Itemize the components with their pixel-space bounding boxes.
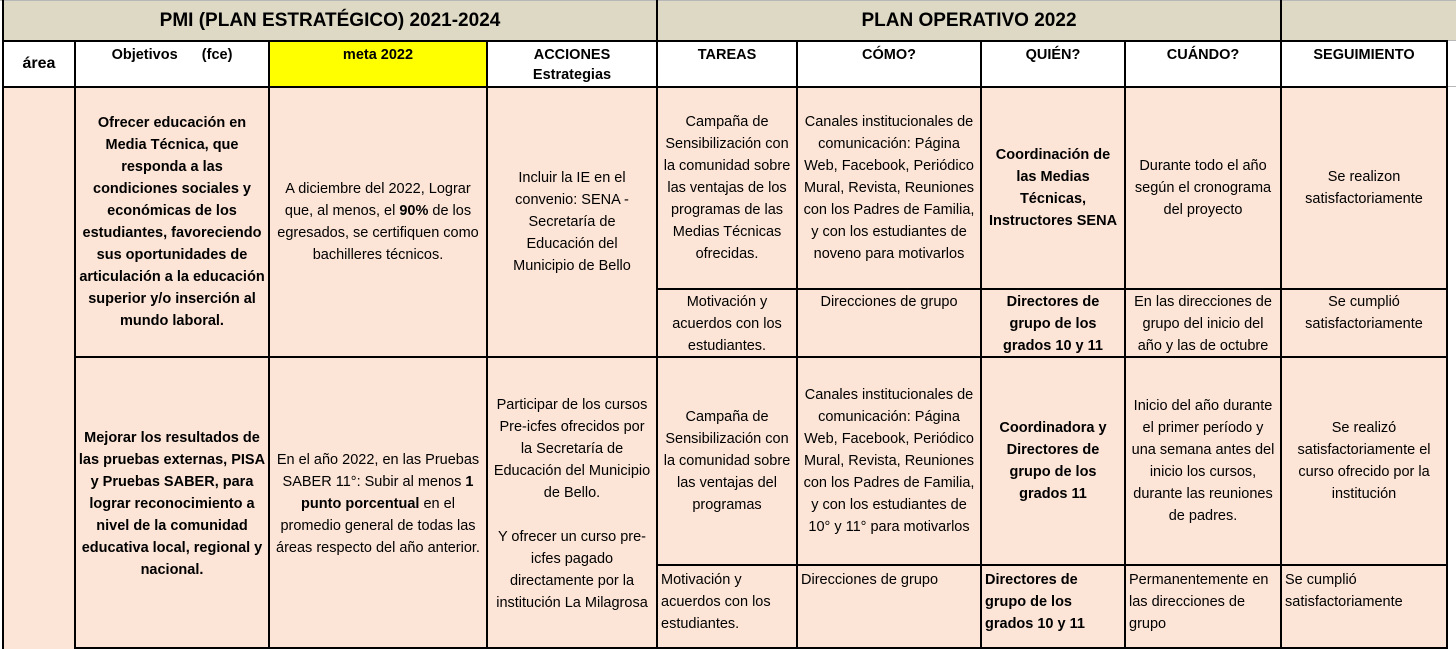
border-v-0 [2, 0, 4, 649]
border-h-row1 [74, 356, 1446, 358]
header-area-text: área [22, 55, 56, 72]
como-cell-1-1[interactable] [798, 88, 980, 288]
cuando-text-1-2: En las direcciones de grupo del inicio del año y las de octubre [1134, 294, 1272, 354]
seguimiento-cell-2-1[interactable] [1282, 358, 1446, 564]
quien-cell-1-2[interactable] [982, 290, 1124, 356]
border-v-2 [268, 40, 270, 649]
pmi-banner[interactable] [4, 1, 656, 40]
objetivo-cell-2[interactable] [76, 358, 268, 649]
area-cell[interactable] [4, 88, 74, 649]
tarea-cell-2-2[interactable] [658, 566, 796, 649]
cuando-cell-1-1[interactable] [1126, 88, 1280, 288]
border-h-row1-task [656, 288, 1446, 290]
grid-line-right [1448, 40, 1456, 41]
quien-text-1-2: Directores de grupo de los grados 10 y 11 [1003, 294, 1103, 354]
como-text-2-1: Canales institucionales de comunicación: Página Web, Facebook, Periódico Mural, Revista, Reuniones con los Padres de Familia, y con los estudiantes de 10° y 11° para motivarlos [803, 387, 975, 535]
cuando-text-2-1: Inicio del año durante el primer período y una semana antes del inicio los cursos, durante las reuniones de padres. [1131, 398, 1275, 524]
header-seguimiento[interactable] [1282, 42, 1446, 86]
como-text-1-1: Canales institucionales de comunicación: Página Web, Facebook, Periódico Mural, Revista, Reuniones con los Padres de Familia, y con los estudiantes de noveno para motivarlos [803, 114, 975, 262]
tarea-cell-1-1[interactable] [658, 88, 796, 288]
seguimiento-cell-1-1[interactable] [1282, 88, 1446, 288]
border-v-7 [1124, 40, 1126, 649]
border-v-6 [980, 40, 982, 649]
border-v-8 [1280, 0, 1282, 649]
header-cuando[interactable] [1126, 42, 1280, 86]
como-cell-1-2[interactable] [798, 290, 980, 356]
seguimiento-cell-1-2[interactable] [1282, 290, 1446, 356]
header-como[interactable] [798, 42, 980, 86]
seguimiento-text-2-2: Se cumplió satisfactoriamente [1285, 572, 1403, 610]
seguimiento-text-1-2: Se cumplió satisfactoriamente [1305, 294, 1423, 332]
header-seguimiento-text: SEGUIMIENTO [1313, 47, 1415, 63]
objetivo-text-2: Mejorar los resultados de las pruebas externas, PISA y Pruebas SABER, para lograr reconocimiento a nivel de la comunidad educativa local, regional y nacional. [78, 429, 266, 578]
header-tareas[interactable] [658, 42, 796, 86]
header-quien-text: QUIÉN? [1025, 47, 1081, 63]
border-v-1 [74, 40, 76, 649]
plan-operativo-banner-text: PLAN OPERATIVO 2022 [861, 9, 1077, 31]
border-v-9 [1446, 40, 1448, 649]
como-cell-2-1[interactable] [798, 358, 980, 564]
meta-text-1: A diciembre del 2022, Lograr que, al menos, el 90% de los egresados, se certifiquen como bachilleres técnicos. [277, 181, 479, 263]
header-como-text: CÓMO? [862, 47, 916, 63]
cuando-text-1-1: Durante todo el año según el cronograma del proyecto [1134, 158, 1272, 218]
como-text-2-2: Direcciones de grupo [801, 572, 939, 588]
objetivo-text-1: Ofrecer educación en Media Técnica, que responda a las condiciones sociales y económicas de los estudiantes, favoreciendo sus oportunidades de articulación a la educación superior y/o inserción al mundo laboral. [79, 115, 265, 329]
acciones-text-2: Participar de los cursos Pre-icfes ofrecidos por la Secretaría de Educación del Municipio de Bello. [493, 396, 651, 501]
acciones-text-2b: Y ofrecer un curso pre-icfes pagado directamente por la institución La Milagrosa [496, 528, 648, 611]
objetivo-cell-1[interactable] [76, 88, 268, 356]
meta-cell-1[interactable] [270, 88, 486, 356]
banner-empty-cell[interactable] [1282, 1, 1456, 40]
header-quien[interactable] [982, 42, 1124, 86]
quien-text-1-1: Coordinación de las Medias Técnicas, Instructores SENA [988, 147, 1118, 229]
tarea-text-1-1: Campaña de Sensibilización con la comunidad sobre las ventajas de los programas de las Medias Técnicas ofrecidas. [663, 114, 791, 262]
header-objetivos[interactable] [76, 42, 268, 86]
meta-cell-2[interactable] [270, 358, 486, 649]
acciones-text-1: Incluir la IE en el convenio: SENA - Secretaría de Educación del Municipio de Bello [513, 170, 631, 274]
header-estrategias-text: Estrategias [532, 67, 612, 83]
seguimiento-cell-2-2[interactable] [1282, 566, 1446, 649]
border-h-row2-task [656, 564, 1446, 566]
quien-cell-1-1[interactable] [982, 88, 1124, 288]
header-acciones[interactable] [488, 42, 656, 86]
seguimiento-text-1-1: Se realizon satisfactoriamente [1305, 169, 1423, 207]
tarea-text-1-2: Motivación y acuerdos con los estudiantes. [672, 294, 782, 354]
acciones-cell-1[interactable] [488, 88, 656, 356]
header-cuando-text: CUÁNDO? [1166, 47, 1240, 63]
tarea-cell-1-2[interactable] [658, 290, 796, 356]
cuando-cell-2-2[interactable] [1126, 566, 1280, 649]
border-v-5 [796, 40, 798, 649]
como-cell-2-2[interactable] [798, 566, 980, 649]
header-acciones-text: ACCIONES [533, 47, 611, 63]
quien-cell-2-2[interactable] [982, 566, 1124, 649]
header-meta-text: meta 2022 [342, 47, 414, 63]
cuando-cell-2-1[interactable] [1126, 358, 1280, 564]
tarea-text-2-1: Campaña de Sensibilización con la comunidad sobre las ventajas del programas [663, 409, 791, 513]
tarea-cell-2-1[interactable] [658, 358, 796, 564]
border-v-4 [656, 0, 658, 649]
quien-text-2-2: Directores de grupo de los grados 10 y 11 [985, 572, 1085, 632]
header-area[interactable] [4, 42, 74, 86]
quien-cell-2-1[interactable] [982, 358, 1124, 564]
quien-text-2-1: Coordinadora y Directores de grupo de los grados 11 [999, 420, 1107, 502]
acciones-cell-2[interactable] [488, 358, 656, 649]
cuando-cell-1-2[interactable] [1126, 290, 1280, 356]
seguimiento-text-2-1: Se realizó satisfactoriamente el curso ofrecido por la institución [1297, 420, 1431, 502]
plan-operativo-banner[interactable] [658, 1, 1280, 40]
border-h-banner [2, 40, 1446, 42]
header-objetivos-text: Objetivos (fce) [111, 47, 233, 63]
header-tareas-text: TAREAS [697, 47, 757, 63]
grid-line-right [1448, 86, 1456, 87]
border-h-header [2, 86, 1446, 88]
tarea-text-2-2: Motivación y acuerdos con los estudiantes. [661, 572, 771, 632]
como-text-1-2: Direcciones de grupo [820, 294, 958, 310]
meta-text-2: En el año 2022, en las Pruebas SABER 11°: Subir al menos 1 punto porcentual en el promedio general de todas las áreas respecto del año anterior. [276, 451, 480, 556]
border-v-3 [486, 40, 488, 649]
pmi-banner-text: PMI (PLAN ESTRATÉGICO) 2021-2024 [159, 9, 501, 31]
cuando-text-2-2: Permanentemente en las direcciones de grupo [1129, 572, 1269, 632]
header-meta[interactable] [270, 42, 486, 86]
